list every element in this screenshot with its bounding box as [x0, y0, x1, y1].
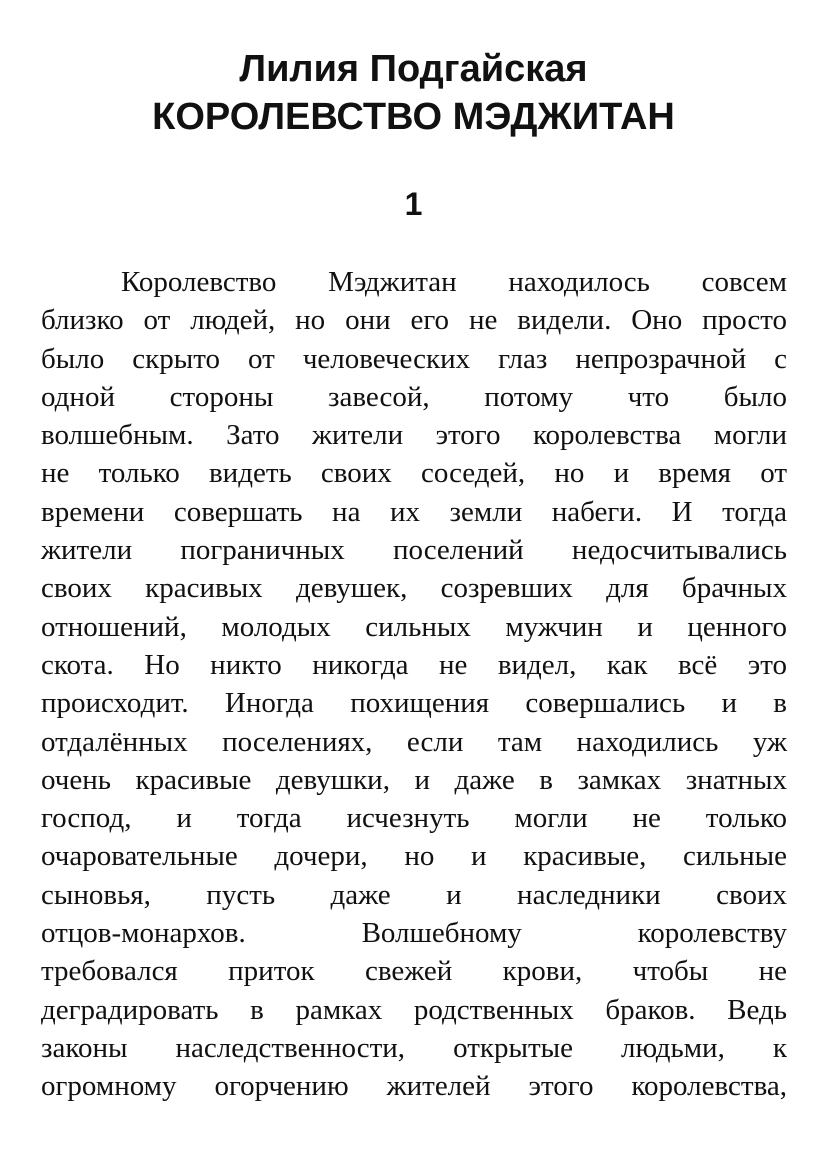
text-line: отцов-монархов. Волшебному королевству [41, 917, 787, 950]
book-title: КОРОЛЕВСТВО МЭДЖИТАН [152, 96, 675, 138]
text-line: требовался приток свежей крови, чтобы не [41, 955, 787, 988]
text-line: жители пограничных поселений недосчитывались [41, 534, 787, 567]
text-line: отдалённых поселениях, если там находились уж [41, 725, 787, 758]
text-line: отношений, молодых сильных мужчин и ценного [41, 610, 787, 643]
text-line: времени совершать на их земли набеги. И тогда [41, 495, 787, 528]
text-line: господ, и тогда исчезнуть могли не только [41, 802, 787, 835]
chapter-number: 1 [404, 186, 423, 222]
text-line: огромному огорчению жителей этого королевства, [41, 1070, 787, 1103]
body-paragraph [41, 263, 787, 1106]
text-line: происходит. Иногда похищения совершались и в [41, 687, 787, 720]
text-line: очень красивые девушки, и даже в замках знатных [41, 763, 787, 796]
text-line: деградировать в рамках родственных браков. Ведь [41, 993, 787, 1026]
text-line: сыновья, пусть даже и наследники своих [41, 878, 787, 911]
author-name: Лилия Подгайская [239, 48, 588, 90]
text-line: не только видеть своих соседей, но и время от [41, 457, 787, 490]
text-line: скота. Но никто никогда не видел, как всё это [41, 648, 787, 681]
text-line: близко от людей, но они его не видели. Оно просто [41, 304, 787, 337]
text-line: одной стороны завесой, потому что было [41, 380, 787, 413]
text-line: очаровательные дочери, но и красивые, сильные [41, 840, 787, 873]
text-line: законы наследственности, открытые людьми, к [41, 1031, 787, 1064]
text-line: волшебным. Зато жители этого королевства могли [41, 419, 787, 452]
text-line: было скрыто от человеческих глаз непрозрачной с [41, 342, 787, 375]
text-line: Королевство Мэджитан находилось совсем [121, 266, 787, 298]
text-line: своих красивых девушек, созревших для брачных [41, 572, 787, 605]
